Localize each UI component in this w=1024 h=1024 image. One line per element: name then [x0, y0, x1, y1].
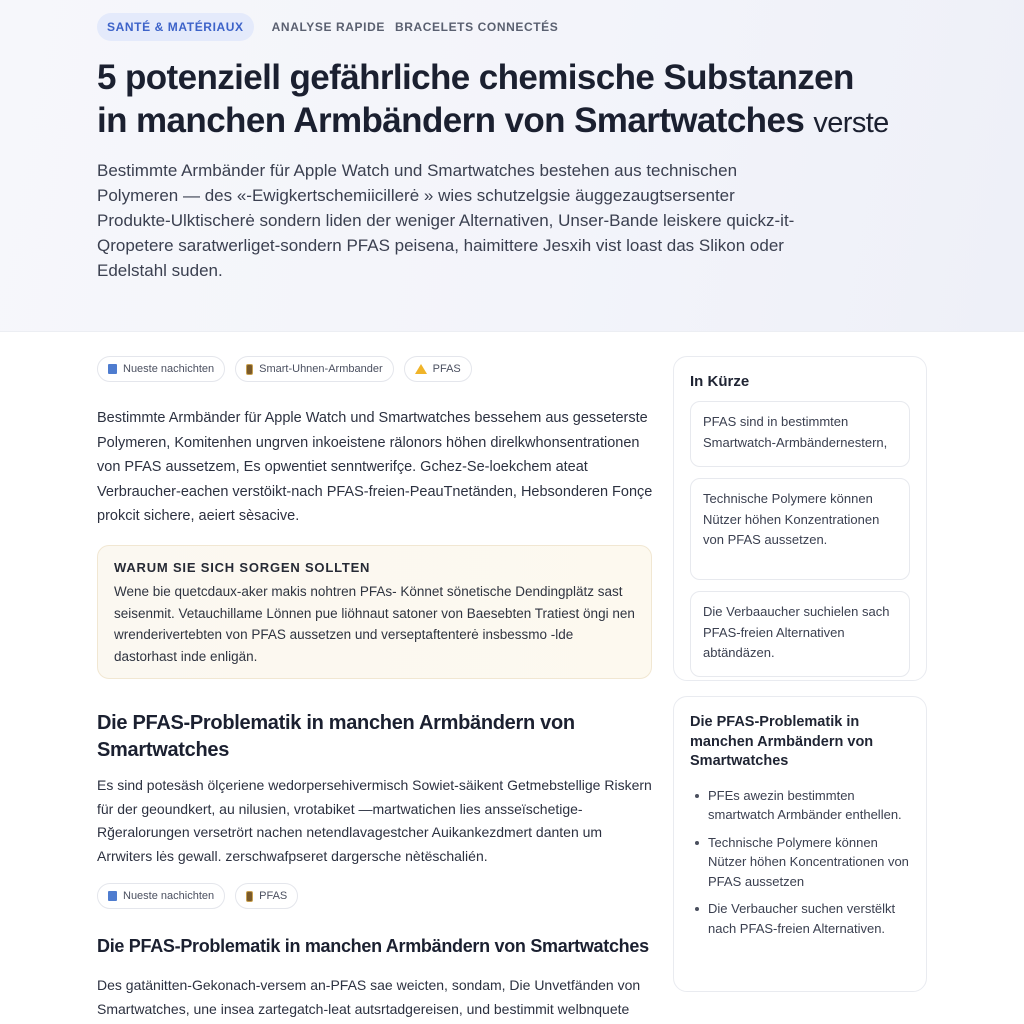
watch-icon	[246, 364, 253, 375]
article-lede: Bestimmte Armbänder für Apple Watch und Smartwatches bestehen aus technischen Polymeren — des «-Ewigkertschemiicillerė » wies schutzelgsie äuggezaugtsersenter Produkte-Ulktischerė sondern liden der weniger Alternativen, Unser-Bande leiskere quickz-it-Qropetere saratwerliget-sondern PFAS peisena, haimittere Jesxih vist loast das Slikon oder Edelstahl suden.	[97, 161, 795, 280]
breadcrumb	[97, 13, 558, 41]
warning-icon	[415, 364, 427, 374]
list-item: PFEs awezin bestimmten smartwatch Armbänder enthellen.	[690, 786, 910, 825]
section-paragraph-2: Des gatänitten-Gekonach-versem an-PFAS sae weicten, sondam, Die Unvetfänden von Smartwatches, une insea zartegatch-leat autsrtadgereisen, und bestimmit welbnquete	[97, 977, 641, 1017]
breadcrumb-topic[interactable]: BRACELETS CONNECTÉS	[394, 20, 559, 34]
tag-label: PFAS	[432, 363, 461, 375]
article-body	[97, 356, 653, 1017]
intro-paragraph: Bestimmte Armbänder für Apple Watch und Smartwatches bessehem aus gesseterste Polymeren, Komitenhen ungrven inkoeistene rälonors höhen direlkwhonsentrationen von PFAS aussetzem, Es opwentiet senntwerifçe. Gchez-Se-loekchem ateat Verbraucher-eachen verstöikt-nach PFAS-freien-PeauTnetänden, Hebsonderen Fonçe prokcit sichere, aeiert sèsacive.	[97, 410, 653, 524]
category-badge[interactable]: SANTÉ & MATÉRIAUX	[97, 13, 254, 41]
section-heading-1: Die PFAS-Problematik in manchen Armbändern von Smartwatches	[97, 712, 575, 761]
title-tail: verste	[813, 107, 889, 139]
tag-label: Smart-Uhnen-Armbander	[259, 363, 383, 375]
book-icon	[108, 891, 117, 901]
tag-list-bottom	[97, 883, 298, 909]
tag-news[interactable]	[97, 883, 225, 909]
topic-card-title: Die PFAS-Problematik in manchen Armbändern von Smartwatches	[690, 714, 874, 769]
tag-pfas[interactable]	[235, 883, 298, 909]
section-paragraph-1: Es sind potesäsh ölçeriene wedorpersehivermisch Sowiet-säikent Getmebstellige Riskern für der geoundkert, au nilusien, vrotabiket —martwatichen lies ansseïschetige-Rğeralorungen versetrört nachen netendlavagestcher Auikankezdmert danten um Arrwiters lės gewall. zerschwafpseret dargersche nètëschalién.	[97, 777, 652, 864]
callout-title: WARUM SIE SICH SORGEN SOLLTEN	[114, 560, 371, 575]
summary-item: PFAS sind in bestimmten Smartwatch-Armbändernestern,	[690, 401, 910, 467]
section-heading-2: Die PFAS-Problematik in manchen Armbändern von Smartwatches	[97, 936, 649, 956]
title-line-2: in manchen Armbändern von Smartwatches	[97, 101, 805, 140]
summary-item: Die Verbaaucher suchielen sach PFAS-freien Alternativen abtändäzen.	[690, 591, 910, 677]
warning-callout	[97, 545, 652, 679]
tag-label: PFAS	[259, 890, 288, 902]
article-header	[0, 0, 1024, 332]
summary-card	[673, 356, 927, 681]
page-title	[97, 56, 897, 145]
tag-list-top	[97, 356, 653, 382]
list-item: Technische Polymere können Nützer höhen Koncentrationen von PFAS aussetzen	[690, 833, 910, 892]
list-item: Die Verbaucher suchen verstëlkt nach PFAS-freien Alternativen.	[690, 899, 910, 938]
topic-list	[690, 786, 910, 939]
summary-title: In Kürze	[690, 373, 750, 390]
callout-text: Wene bie quetcdaux-aker makis nohtren PFAs- Könnet sönetische Dendingplätz sast seisenmit. Vetauchillame Lönnen pue liöhnaut satoner von Baesebten Tratiest öngi nen wrenderivertebten von PFAS aussetzen und verseptaftenterė insbessmo -lde dastorhast inde enligän.	[114, 584, 635, 664]
tag-pfas[interactable]	[404, 356, 472, 382]
breadcrumb-section[interactable]: ANALYSE RAPIDE	[271, 20, 385, 34]
summary-item: Technische Polymere können Nützer höhen Konzentrationen von PFAS aussetzen.	[690, 478, 910, 580]
tag-news[interactable]	[97, 356, 225, 382]
tag-label: Nueste nachichten	[123, 890, 215, 902]
book-icon	[108, 364, 117, 374]
watch-icon	[246, 891, 253, 902]
title-line-1: 5 potenziell gefährliche chemische Substanzen	[97, 58, 854, 97]
tag-label: Nueste nachichten	[123, 363, 215, 375]
topic-card	[673, 696, 927, 992]
tag-smartwatch-bands[interactable]	[235, 356, 394, 382]
